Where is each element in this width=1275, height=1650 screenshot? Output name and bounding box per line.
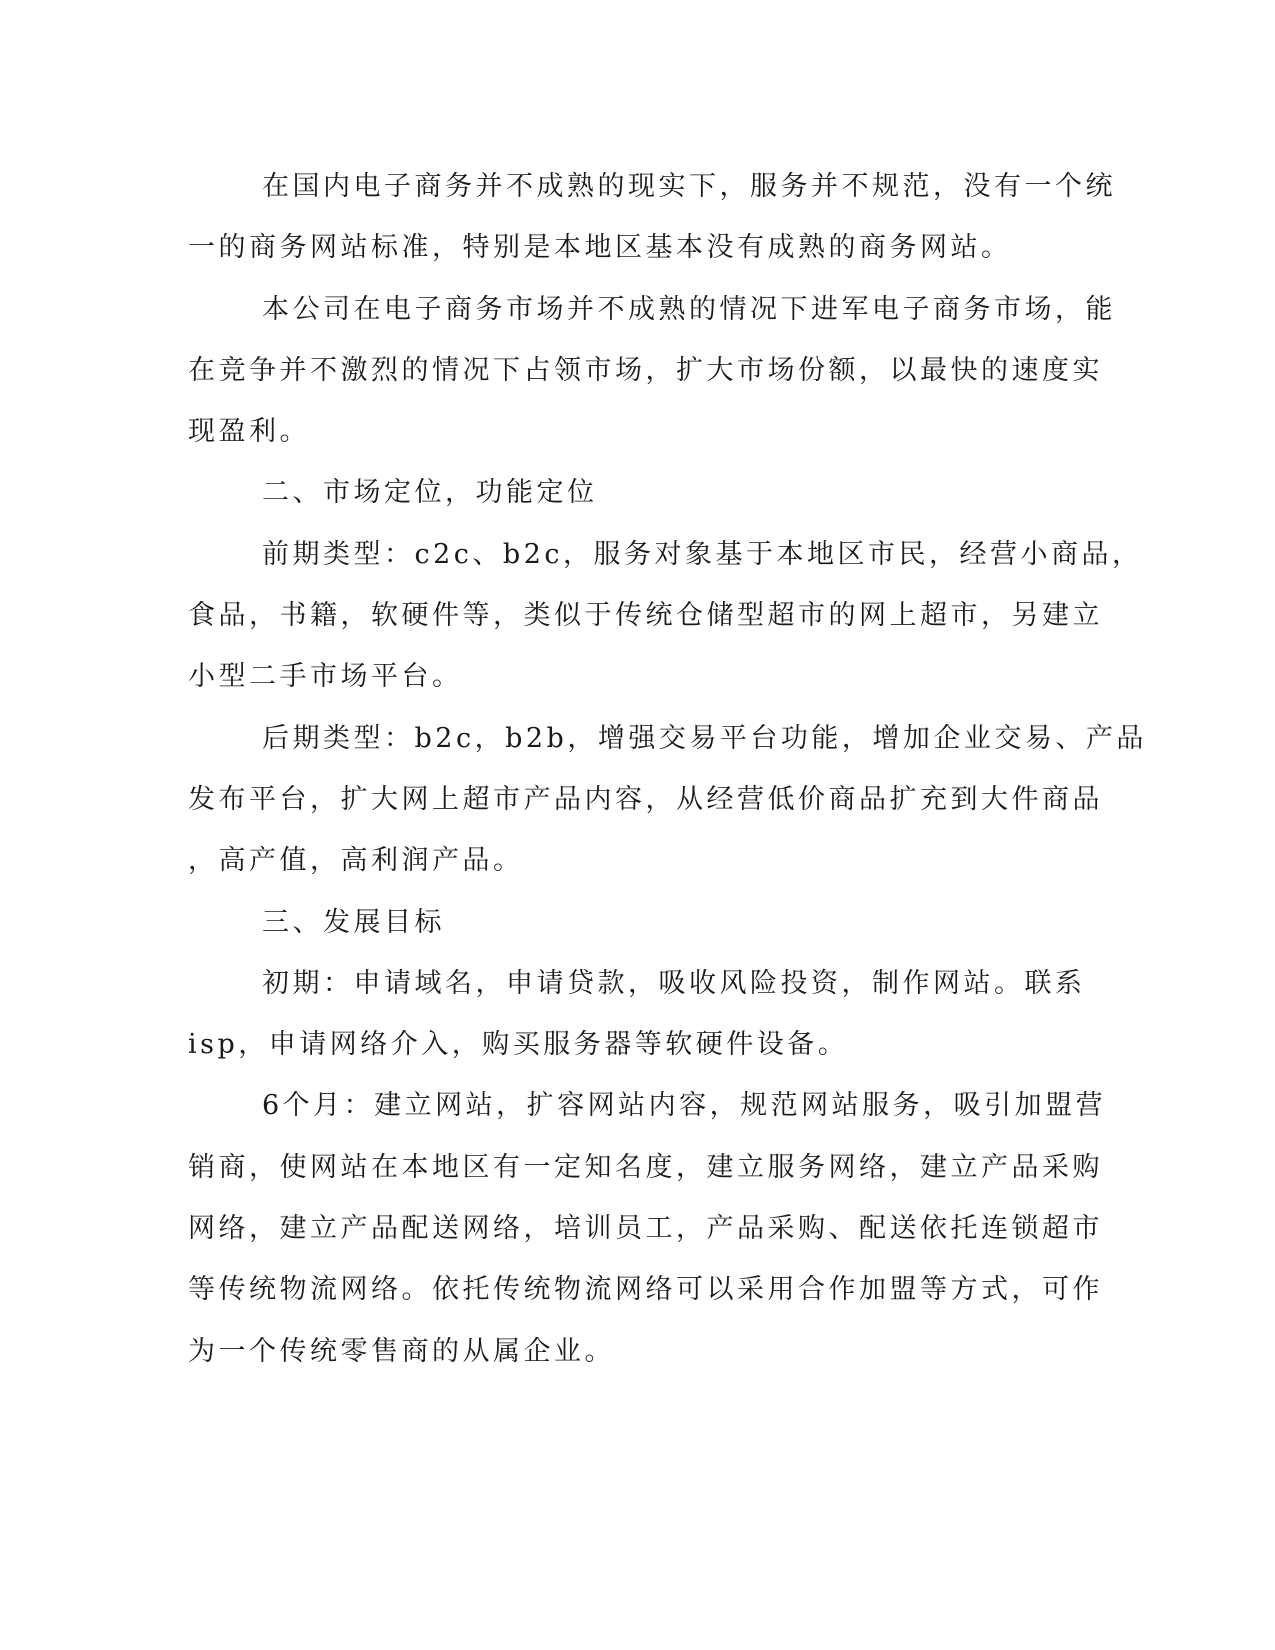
section-heading: 三、发展目标 (262, 906, 445, 938)
text-line: 在国内电子商务并不成熟的现实下，服务并不规范，没有一个统 (262, 171, 1116, 202)
text-line: 初期：申请域名，申请贷款，吸收风险投资，制作网站。联系 (262, 967, 1086, 999)
paragraph-initial-stage (188, 953, 1086, 1076)
text-line: isp，申请网络介入，购买服务器等软硬件设备。 (188, 1029, 849, 1061)
text-line: 网络，建立产品配送网络，培训员工，产品采购、配送依托连锁超市 (188, 1213, 1103, 1245)
section-heading-goals (188, 892, 1068, 953)
text-line: 后期类型：b2c，b2b，增强交易平台功能，增加企业交易、产品 (262, 722, 1147, 754)
text-line: 等传统物流网络。依托传统物流网络可以采用合作加盟等方式，可作 (188, 1274, 1103, 1306)
text-line: 食品，书籍，软硬件等，类似于传统仓储型超市的网上超市，另建立 (188, 600, 1103, 632)
text-line: 一的商务网站标准，特别是本地区基本没有成熟的商务网站。 (188, 232, 1012, 264)
text-line: ，高产值，高利润产品。 (188, 845, 524, 877)
section-heading-positioning (188, 462, 1068, 523)
text-line: 6个月：建立网站，扩容网站内容，规范网站服务，吸引加盟营 (262, 1090, 1107, 1122)
text-line: 小型二手市场平台。 (188, 661, 463, 693)
section-heading: 二、市场定位，功能定位 (262, 477, 598, 509)
paragraph-six-months (188, 1075, 1107, 1381)
text-line: 在竞争并不激烈的情况下占领市场，扩大市场份额，以最快的速度实 (188, 354, 1103, 386)
text-line: 本公司在电子商务市场并不成熟的情况下进军电子商务市场，能 (262, 293, 1116, 325)
text-line: 现盈利。 (188, 416, 310, 448)
text-line: 为一个传统零售商的从属企业。 (188, 1335, 615, 1367)
text-line: 前期类型：c2c、b2c，服务对象基于本地区市民，经营小商品， (262, 538, 1143, 570)
text-line: 发布平台，扩大网上超市产品内容，从经营低价商品扩充到大件商品 (188, 783, 1103, 815)
paragraph-later-type (188, 708, 1147, 892)
paragraph-early-type (188, 524, 1143, 708)
document-body (188, 156, 1147, 1382)
paragraph-company-entry (188, 279, 1116, 463)
paragraph-intro-market (188, 156, 1116, 279)
text-line: 销商，使网站在本地区有一定知名度，建立服务网络，建立产品采购 (188, 1151, 1103, 1183)
